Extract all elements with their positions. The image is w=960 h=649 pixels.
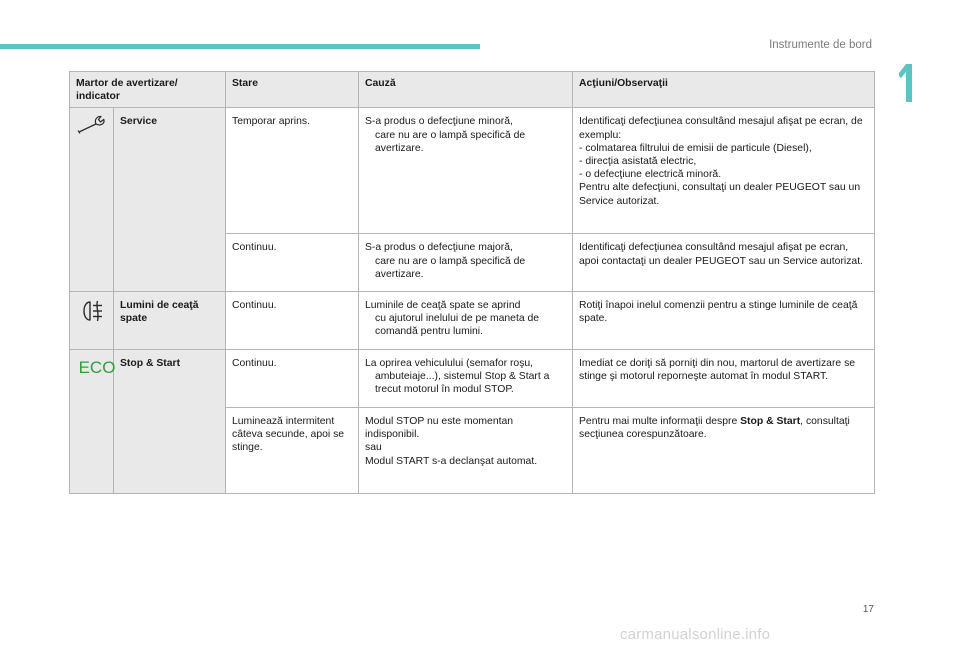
chapter-number xyxy=(899,64,912,102)
stopstart-state-1: Continuu. xyxy=(226,350,359,408)
wrench-icon xyxy=(76,115,108,139)
stopstart-action-2: Pentru mai multe informaţii despre Stop & Start, consultaţi secţiunea corespunzătoare. xyxy=(573,408,875,494)
service-name: Service xyxy=(114,108,226,292)
stopstart-name: Stop & Start xyxy=(114,350,226,494)
rear-fog-lamp-icon xyxy=(76,299,108,327)
fog-icon-cell xyxy=(70,292,114,350)
stopstart-cause-1: La oprirea vehiculului (semafor roşu, ambuteiaje...), sistemul Stop & Start a trecut motorul în modul STOP. xyxy=(359,350,573,408)
service-action-1: Identificaţi defecţiunea consultând mesajul afişat pe ecran, de exemplu: - colmatarea filtrului de emisii de particule (Diesel), - direcţia asistată electric, - o defecţiune electrică minoră. Pentru alte defecţiuni, consultaţi un dealer PEUGEOT sau un Service autorizat. xyxy=(573,108,875,234)
service-action-2: Identificaţi defecţiunea consultând mesajul afişat pe ecran, apoi contactaţi un dealer PEUGEOT sau un Service autorizat. xyxy=(573,234,875,292)
stopstart-action-1: Imediat ce doriţi să porniţi din nou, martorul de avertizare se stinge şi motorul reporneşte automat în modul START. xyxy=(573,350,875,408)
eco-icon-text: ECO xyxy=(78,358,116,378)
stopstart-cause-2: Modul STOP nu este momentan indisponibil. sau Modul START s-a declanşat automat. xyxy=(359,408,573,494)
watermark: carmanualsonline.info xyxy=(620,626,771,643)
service-cause-2: S-a produs o defecţiune majoră, care nu are o lampă specifică de avertizare. xyxy=(359,234,573,292)
section-title: Instrumente de bord xyxy=(769,39,872,51)
fog-cause: Luminile de ceaţă spate se aprind cu ajutorul inelului de pe maneta de comandă pentru lumini. xyxy=(359,292,573,350)
table-header-row xyxy=(70,72,875,108)
header-indicator: Martor de avertizare/ indicator xyxy=(70,72,226,108)
eco-icon-cell xyxy=(70,350,114,494)
table-row xyxy=(70,108,875,234)
service-state-1: Temporar aprins. xyxy=(226,108,359,234)
table-row xyxy=(70,350,875,408)
header-actions: Acţiuni/Observaţii xyxy=(573,72,875,108)
header-cause: Cauză xyxy=(359,72,573,108)
top-accent-bar xyxy=(0,44,480,49)
fog-name: Lumini de ceaţă spate xyxy=(114,292,226,350)
fog-action: Rotiţi înapoi inelul comenzii pentru a stinge luminile de ceaţă spate. xyxy=(573,292,875,350)
service-state-2: Continuu. xyxy=(226,234,359,292)
page-number: 17 xyxy=(862,604,874,615)
eco-icon xyxy=(76,357,118,381)
warning-lights-table xyxy=(69,71,875,494)
stopstart-bold-ref: Stop & Start xyxy=(740,416,801,428)
fog-state: Continuu. xyxy=(226,292,359,350)
table-row xyxy=(70,292,875,350)
chapter-number-glyph xyxy=(899,64,912,102)
header-state: Stare xyxy=(226,72,359,108)
stopstart-state-2: Luminează intermitent câteva secunde, apoi se stinge. xyxy=(226,408,359,494)
service-cause-1: S-a produs o defecţiune minoră, care nu are o lampă specifică de avertizare. xyxy=(359,108,573,234)
service-icon-cell xyxy=(70,108,114,292)
